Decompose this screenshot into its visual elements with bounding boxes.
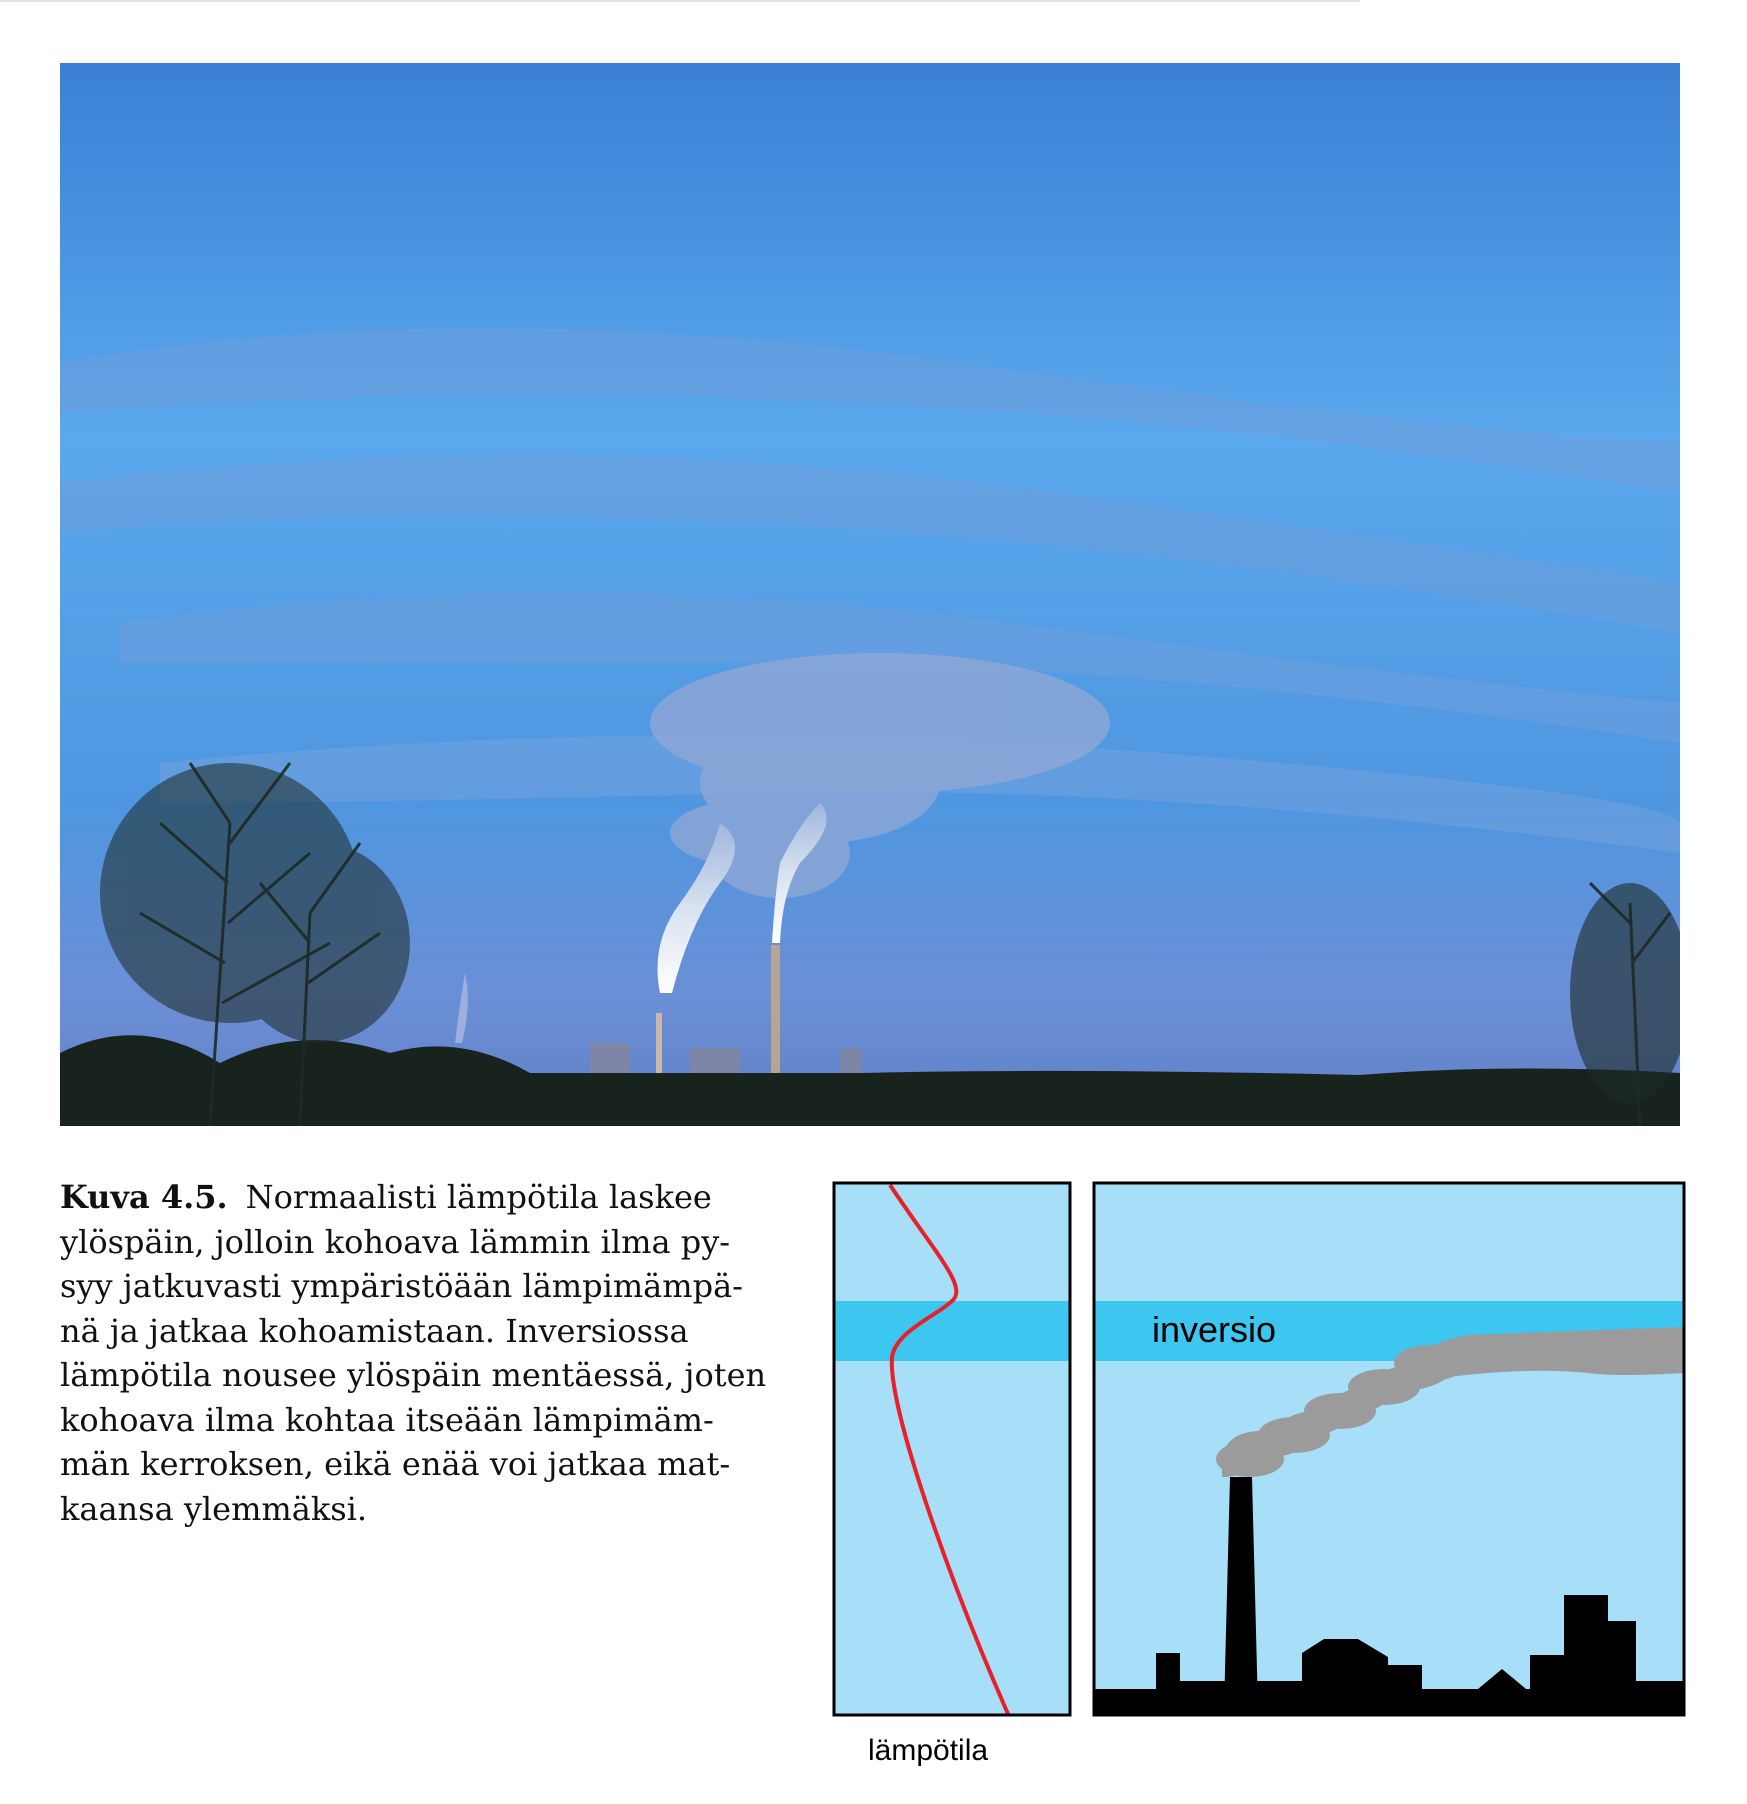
inversion-diagram-svg	[828, 1177, 1688, 1777]
caption-line: kaansa ylemmäksi.	[60, 1489, 368, 1528]
chimney-panel	[1094, 1183, 1684, 1715]
figure-caption	[60, 1175, 770, 1531]
caption-line: Normaalisti lämpötila laskee	[245, 1178, 712, 1216]
inversion-diagram	[828, 1177, 1688, 1777]
caption-line: kohoava ilma kohtaa itseään lämpimäm-	[60, 1400, 714, 1439]
figure-label: Kuva 4.5.	[60, 1178, 228, 1216]
inversion-layer-band	[834, 1301, 1070, 1361]
temperature-profile-panel	[834, 1183, 1070, 1715]
caption-line: män kerroksen, eikä enää voi jatkaa mat-	[60, 1445, 731, 1483]
top-rule	[0, 0, 1360, 2]
photo-graphic	[60, 63, 1680, 1126]
photo-smoke-inversion	[60, 63, 1680, 1126]
caption-line: ylöspäin, jolloin kohoava lämmin ilma py-	[60, 1222, 731, 1261]
caption-line: syy jatkuvasti ympäristöään lämpimämpä-	[60, 1267, 743, 1305]
temperature-axis-label: lämpötila	[868, 1734, 989, 1767]
caption-line: nä ja jatkaa kohoamistaan. Inversiossa	[60, 1311, 689, 1350]
caption-line: lämpötila nousee ylöspäin mentäessä, joten	[60, 1356, 767, 1394]
inversion-label: inversio	[1152, 1309, 1277, 1350]
